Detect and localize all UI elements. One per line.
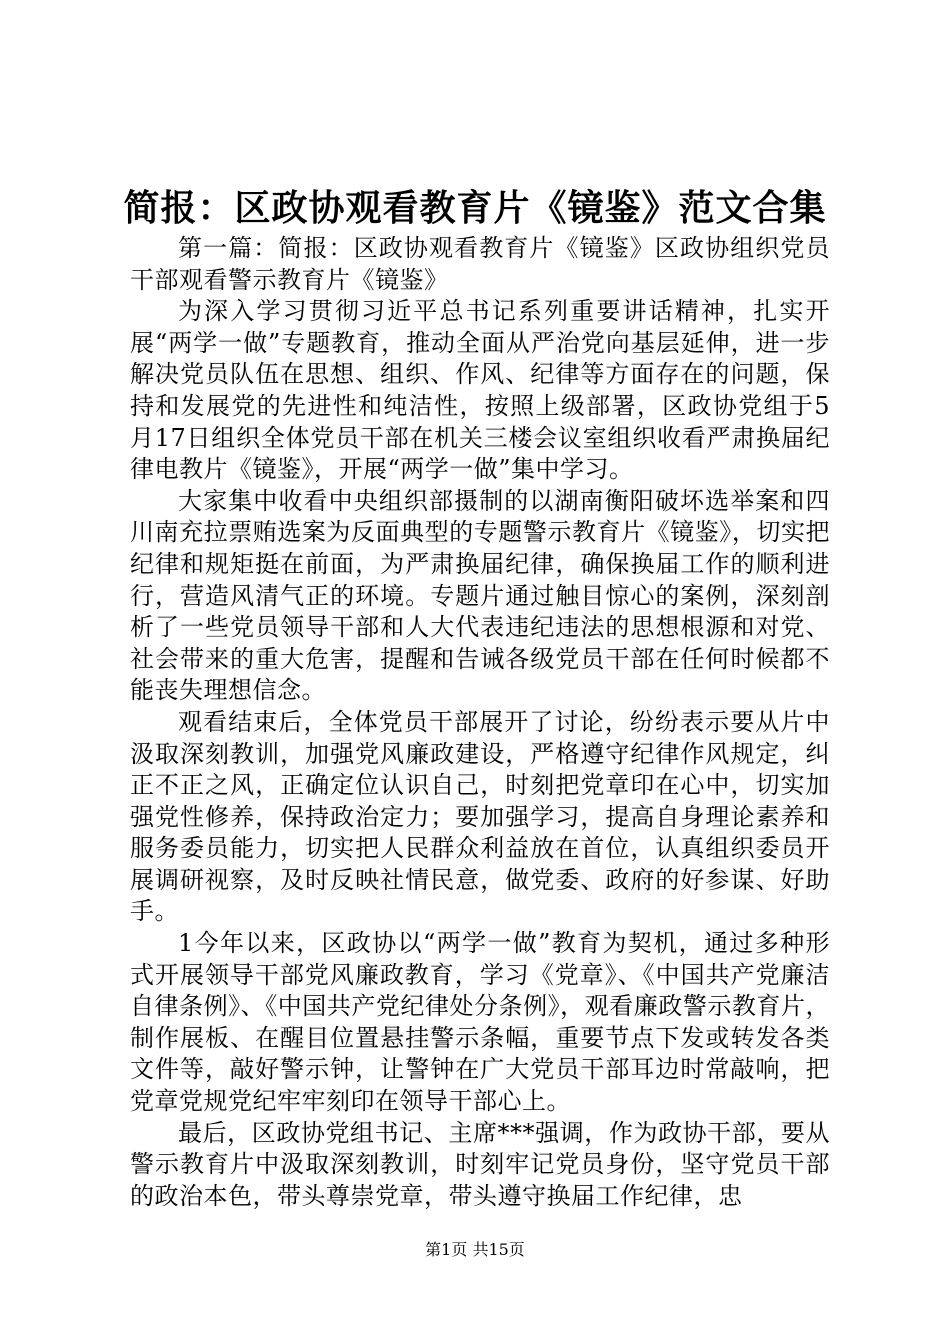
paragraph-3: 大家集中收看中央组织部摄制的以湖南衡阳破坏选举案和四川南充拉票贿选案为反面典型的专题警示教育片《镜鉴》，切实把纪律和规矩挺在前面，为严肃换届纪律，确保换届工作的顺利进行，营造风清气正的环境。专题片通过触目惊心的案例，深刻剖析了一些党员领导干部和人大代表违纪违法的思想根源和对党、社会带来的重大危害，提醒和告诫各级党员干部在任何时候都不能丧失理想信念。 [130,486,830,705]
paragraph-5: 1今年以来，区政协以“两学一做”教育为契机，通过多种形式开展领导干部党风廉政教育，学习《党章》、《中国共产党廉洁自律条例》、《中国共产党纪律处分条例》，观看廉政警示教育片，制作展板、在醒目位置悬挂警示条幅，重要节点下发或转发各类文件等，敲好警示钟，让警钟在广大党员干部耳边时常敲响，把党章党规党纪牢牢刻印在领导干部心上。 [130,929,830,1116]
page-footer: 第1页 共15页 [425,1240,525,1259]
paragraph-2: 为深入学习贯彻习近平总书记系列重要讲话精神，扎实开展“两学一做”专题教育，推动全面从严治党向基层延伸，进一步解决党员队伍在思想、组织、作风、纪律等方面存在的问题，保持和发展党的先进性和纯洁性，按照上级部署，区政协党组于5月17日组织全体党员干部在机关三楼会议室组织收看严肃换届纪律电教片《镜鉴》，开展“两学一做”集中学习。 [130,297,830,484]
document-body [130,233,830,1212]
paragraph-6: 最后，区政协党组书记、主席***强调，作为政协干部，要从警示教育片中汲取深刻教训，时刻牢记党员身份，坚守党员干部的政治本色，带头尊崇党章，带头遵守换届工作纪律，忠 [130,1118,830,1210]
paragraph-1: 第一篇：简报：区政协观看教育片《镜鉴》区政协组织党员干部观看警示教育片《镜鉴》 [130,234,830,294]
paragraph-4: 观看结束后，全体党员干部展开了讨论，纷纷表示要从片中汲取深刻教训，加强党风廉政建设，严格遵守纪律作风规定，纠正不正之风，正确定位认识自己，时刻把党章印在心中，切实加强党性修养，保持政治定力；要加强学习，提高自身理论素养和服务委员能力，切实把人民群众利益放在首位，认真组织委员开展调研视察，及时反映社情民意，做党委、政府的好参谋、好助手。 [130,707,830,926]
document-title: 简报：区政协观看教育片《镜鉴》范文合集 [123,187,827,229]
